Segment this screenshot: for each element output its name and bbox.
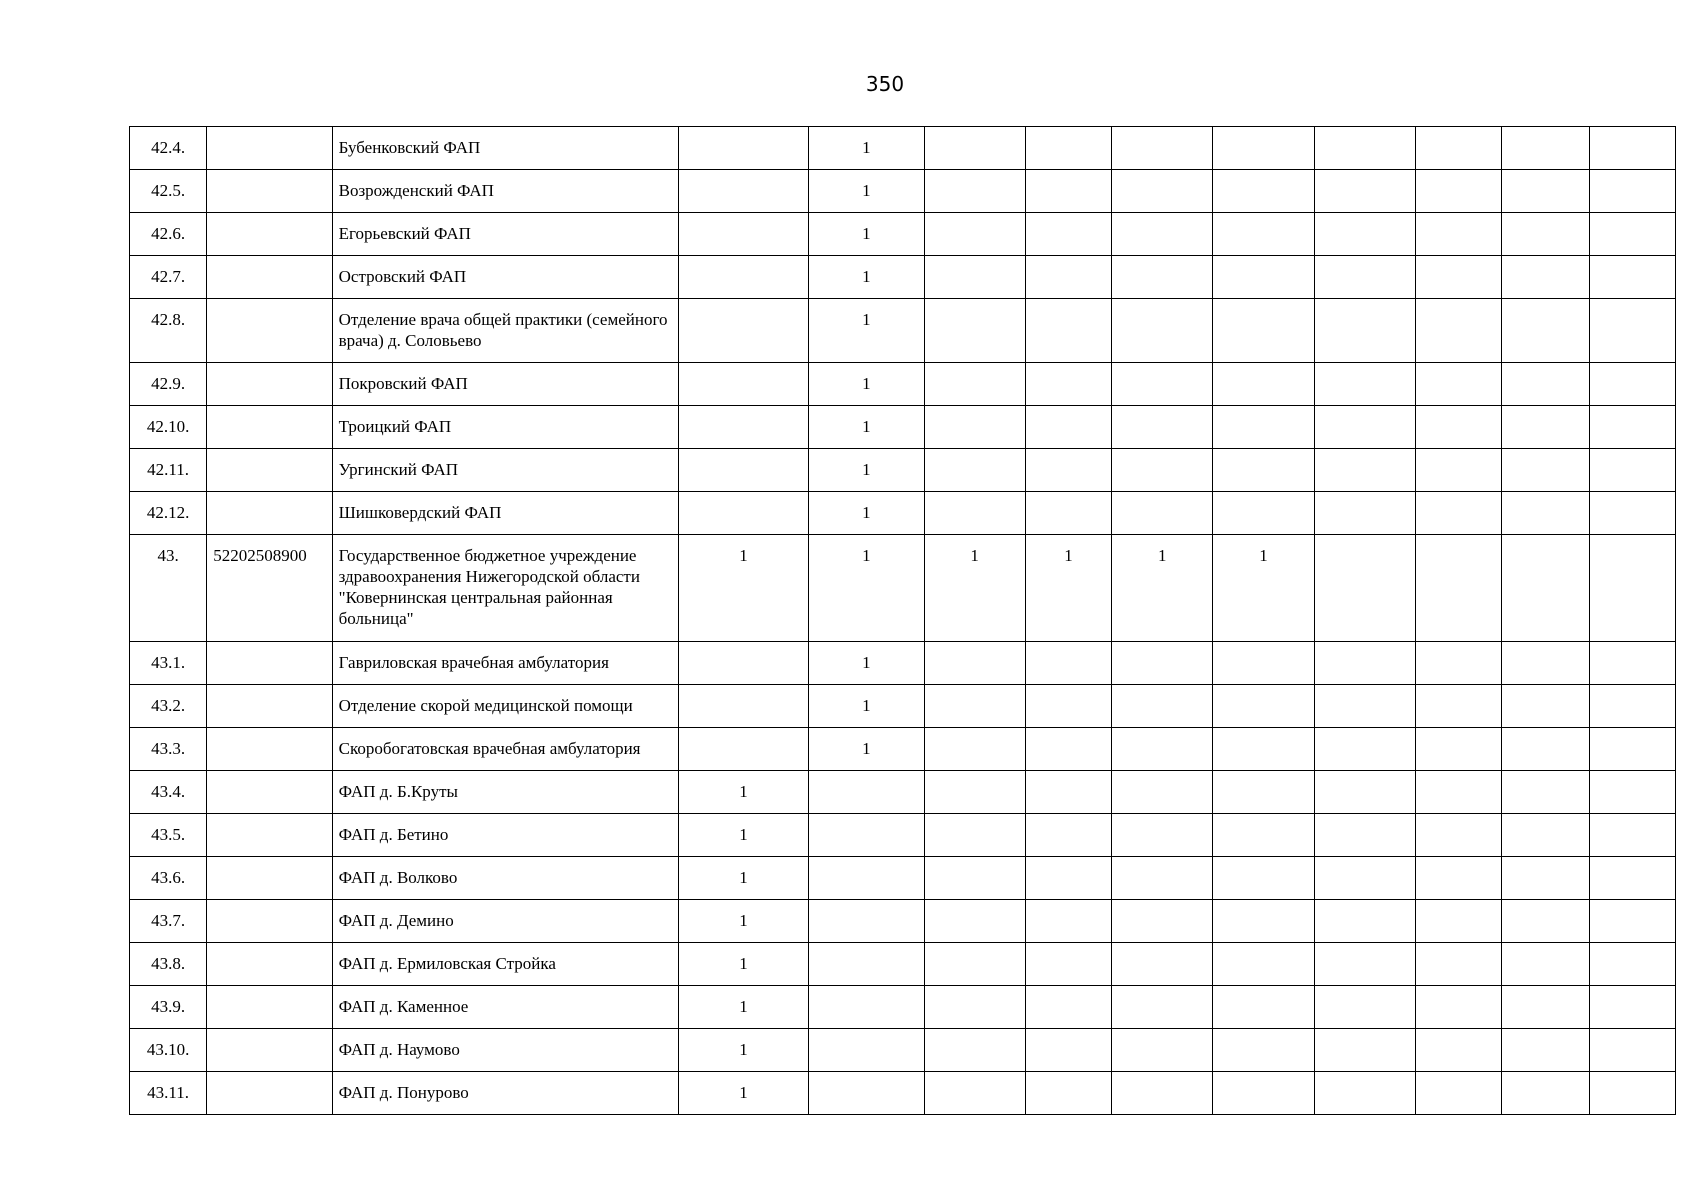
value-cell [1502, 771, 1589, 814]
value-cell [1502, 363, 1589, 406]
value-cell [1025, 406, 1111, 449]
value-cell [1213, 771, 1314, 814]
code-cell [207, 213, 332, 256]
value-cell [1025, 213, 1111, 256]
facility-name-cell: ФАП д. Понурово [332, 1072, 678, 1115]
value-cell [1416, 256, 1502, 299]
value-cell [1589, 406, 1675, 449]
value-cell [1314, 814, 1415, 857]
value-cell [1213, 1072, 1314, 1115]
value-cell [1416, 728, 1502, 771]
value-cell [1589, 170, 1675, 213]
value-cell [1112, 299, 1213, 363]
value-cell [1416, 986, 1502, 1029]
value-cell [1502, 900, 1589, 943]
value-cell [1502, 535, 1589, 642]
code-cell [207, 685, 332, 728]
facility-name-cell: Островский ФАП [332, 256, 678, 299]
code-cell [207, 449, 332, 492]
value-cell [1314, 406, 1415, 449]
table-row [130, 685, 1676, 728]
value-cell [1589, 1029, 1675, 1072]
value-cell [1314, 127, 1415, 170]
value-cell [1589, 213, 1675, 256]
value-cell [678, 299, 808, 363]
value-cell [1589, 857, 1675, 900]
value-cell [1502, 1029, 1589, 1072]
value-cell [809, 814, 924, 857]
value-cell [1314, 363, 1415, 406]
value-cell [924, 986, 1025, 1029]
value-cell [1025, 127, 1111, 170]
code-cell [207, 900, 332, 943]
value-cell [924, 857, 1025, 900]
value-cell [1025, 1029, 1111, 1072]
value-cell: 1 [809, 256, 924, 299]
value-cell: 1 [678, 535, 808, 642]
value-cell [1416, 535, 1502, 642]
table-row [130, 986, 1676, 1029]
value-cell [1314, 1072, 1415, 1115]
facilities-table [129, 126, 1676, 1115]
value-cell [1112, 986, 1213, 1029]
value-cell [1502, 170, 1589, 213]
value-cell [1025, 986, 1111, 1029]
value-cell [1213, 685, 1314, 728]
value-cell [1025, 857, 1111, 900]
value-cell [678, 492, 808, 535]
value-cell [1416, 492, 1502, 535]
row-number-cell: 43.8. [130, 943, 207, 986]
facility-name-cell: ФАП д. Ермиловская Стройка [332, 943, 678, 986]
value-cell [809, 857, 924, 900]
row-number-cell: 43.1. [130, 642, 207, 685]
row-number-cell: 43.5. [130, 814, 207, 857]
value-cell [1502, 127, 1589, 170]
value-cell [1416, 213, 1502, 256]
table-row [130, 814, 1676, 857]
value-cell [1589, 943, 1675, 986]
code-cell [207, 406, 332, 449]
table-row [130, 256, 1676, 299]
value-cell [924, 1072, 1025, 1115]
value-cell [1314, 535, 1415, 642]
value-cell: 1 [678, 986, 808, 1029]
value-cell [1213, 943, 1314, 986]
table-row [130, 1029, 1676, 1072]
row-number-cell: 43. [130, 535, 207, 642]
facility-name-cell: Отделение врача общей практики (семейного врача) д. Соловьево [332, 299, 678, 363]
value-cell [1314, 492, 1415, 535]
value-cell: 1 [809, 449, 924, 492]
row-number-cell: 43.10. [130, 1029, 207, 1072]
value-cell [1213, 857, 1314, 900]
value-cell [1416, 943, 1502, 986]
value-cell: 1 [678, 900, 808, 943]
facility-name-cell: Троицкий ФАП [332, 406, 678, 449]
row-number-cell: 43.4. [130, 771, 207, 814]
value-cell [1416, 1029, 1502, 1072]
value-cell: 1 [809, 728, 924, 771]
value-cell [1213, 127, 1314, 170]
value-cell [1112, 685, 1213, 728]
value-cell: 1 [678, 771, 808, 814]
code-cell [207, 986, 332, 1029]
value-cell [1502, 986, 1589, 1029]
value-cell [809, 900, 924, 943]
value-cell [1025, 642, 1111, 685]
value-cell [1589, 535, 1675, 642]
facility-name-cell: Покровский ФАП [332, 363, 678, 406]
value-cell [1589, 256, 1675, 299]
value-cell [1502, 1072, 1589, 1115]
code-cell [207, 943, 332, 986]
value-cell [1416, 1072, 1502, 1115]
value-cell [1213, 449, 1314, 492]
code-cell [207, 814, 332, 857]
value-cell [678, 170, 808, 213]
value-cell: 1 [809, 127, 924, 170]
value-cell [1025, 814, 1111, 857]
facility-name-cell: Отделение скорой медицинской помощи [332, 685, 678, 728]
value-cell: 1 [809, 492, 924, 535]
value-cell [1502, 943, 1589, 986]
code-cell [207, 256, 332, 299]
value-cell [678, 213, 808, 256]
value-cell [1314, 170, 1415, 213]
value-cell: 1 [678, 1029, 808, 1072]
value-cell [924, 299, 1025, 363]
value-cell [1502, 213, 1589, 256]
value-cell: 1 [809, 363, 924, 406]
value-cell [1213, 1029, 1314, 1072]
value-cell [1314, 857, 1415, 900]
facility-name-cell: ФАП д. Волково [332, 857, 678, 900]
facility-name-cell: Бубенковский ФАП [332, 127, 678, 170]
value-cell [1589, 642, 1675, 685]
value-cell [1213, 363, 1314, 406]
value-cell [1502, 728, 1589, 771]
table-row [130, 213, 1676, 256]
value-cell [1213, 642, 1314, 685]
value-cell [1314, 685, 1415, 728]
value-cell [809, 986, 924, 1029]
value-cell: 1 [1112, 535, 1213, 642]
table-row [130, 170, 1676, 213]
value-cell [1589, 728, 1675, 771]
table-row [130, 728, 1676, 771]
facility-name-cell: Егорьевский ФАП [332, 213, 678, 256]
value-cell [1416, 363, 1502, 406]
code-cell [207, 299, 332, 363]
value-cell [1112, 406, 1213, 449]
value-cell [1213, 986, 1314, 1029]
value-cell [1025, 728, 1111, 771]
code-cell [207, 170, 332, 213]
value-cell [1112, 728, 1213, 771]
table-row [130, 771, 1676, 814]
value-cell [924, 170, 1025, 213]
value-cell [1314, 213, 1415, 256]
value-cell: 1 [809, 299, 924, 363]
value-cell [1112, 170, 1213, 213]
value-cell [924, 900, 1025, 943]
code-cell [207, 642, 332, 685]
value-cell [1025, 900, 1111, 943]
code-cell [207, 771, 332, 814]
value-cell [1213, 814, 1314, 857]
facility-name-cell: Скоробогатовская врачебная амбулатория [332, 728, 678, 771]
value-cell [1416, 127, 1502, 170]
value-cell [809, 1072, 924, 1115]
value-cell [1416, 406, 1502, 449]
value-cell: 1 [678, 857, 808, 900]
value-cell [1025, 299, 1111, 363]
value-cell [924, 449, 1025, 492]
row-number-cell: 42.8. [130, 299, 207, 363]
value-cell [1112, 256, 1213, 299]
value-cell [1502, 814, 1589, 857]
row-number-cell: 43.11. [130, 1072, 207, 1115]
value-cell [1112, 213, 1213, 256]
code-cell [207, 363, 332, 406]
value-cell [1589, 814, 1675, 857]
value-cell [1416, 814, 1502, 857]
row-number-cell: 42.4. [130, 127, 207, 170]
value-cell: 1 [1025, 535, 1111, 642]
facility-name-cell: Возрожденский ФАП [332, 170, 678, 213]
facility-name-cell: Ургинский ФАП [332, 449, 678, 492]
value-cell [1025, 1072, 1111, 1115]
value-cell [1025, 685, 1111, 728]
value-cell: 1 [809, 642, 924, 685]
row-number-cell: 42.11. [130, 449, 207, 492]
row-number-cell: 42.9. [130, 363, 207, 406]
value-cell [1314, 299, 1415, 363]
value-cell [1213, 170, 1314, 213]
row-number-cell: 42.10. [130, 406, 207, 449]
value-cell [1025, 449, 1111, 492]
value-cell [1213, 213, 1314, 256]
value-cell [1314, 642, 1415, 685]
value-cell [924, 642, 1025, 685]
value-cell: 1 [809, 213, 924, 256]
value-cell: 1 [1213, 535, 1314, 642]
value-cell [924, 771, 1025, 814]
facility-name-cell: Шишковердский ФАП [332, 492, 678, 535]
code-cell [207, 857, 332, 900]
value-cell [1112, 943, 1213, 986]
row-number-cell: 42.5. [130, 170, 207, 213]
value-cell [924, 213, 1025, 256]
value-cell [1025, 943, 1111, 986]
value-cell [1112, 1029, 1213, 1072]
value-cell [1213, 492, 1314, 535]
value-cell [809, 771, 924, 814]
value-cell [1213, 900, 1314, 943]
value-cell [1112, 1072, 1213, 1115]
page-number: 350 [865, 72, 905, 96]
row-number-cell: 43.3. [130, 728, 207, 771]
value-cell [1314, 943, 1415, 986]
facility-name-cell: Государственное бюджетное учреждение здравоохранения Нижегородской области "Ковернинская центральная районная больница" [332, 535, 678, 642]
value-cell [924, 406, 1025, 449]
table-row [130, 492, 1676, 535]
value-cell [1025, 170, 1111, 213]
value-cell: 1 [809, 170, 924, 213]
value-cell [1025, 363, 1111, 406]
value-cell: 1 [678, 814, 808, 857]
value-cell [1112, 449, 1213, 492]
facility-name-cell: ФАП д. Наумово [332, 1029, 678, 1072]
code-cell [207, 127, 332, 170]
value-cell [1416, 299, 1502, 363]
facility-name-cell: ФАП д. Демино [332, 900, 678, 943]
value-cell [1502, 857, 1589, 900]
value-cell [924, 1029, 1025, 1072]
value-cell [924, 363, 1025, 406]
value-cell [1416, 771, 1502, 814]
facility-name-cell: ФАП д. Бетино [332, 814, 678, 857]
value-cell [1416, 642, 1502, 685]
value-cell [1213, 406, 1314, 449]
value-cell [1416, 170, 1502, 213]
value-cell [1589, 900, 1675, 943]
value-cell [1502, 449, 1589, 492]
value-cell: 1 [678, 1072, 808, 1115]
value-cell [1589, 771, 1675, 814]
value-cell [1314, 1029, 1415, 1072]
row-number-cell: 42.12. [130, 492, 207, 535]
code-cell: 52202508900 [207, 535, 332, 642]
value-cell [1416, 857, 1502, 900]
value-cell [924, 728, 1025, 771]
row-number-cell: 43.6. [130, 857, 207, 900]
row-number-cell: 43.7. [130, 900, 207, 943]
value-cell [1416, 449, 1502, 492]
value-cell [1112, 900, 1213, 943]
value-cell [1502, 642, 1589, 685]
code-cell [207, 728, 332, 771]
value-cell [1112, 814, 1213, 857]
value-cell: 1 [809, 685, 924, 728]
value-cell [1589, 363, 1675, 406]
value-cell [1589, 986, 1675, 1029]
facility-name-cell: ФАП д. Б.Круты [332, 771, 678, 814]
code-cell [207, 1029, 332, 1072]
value-cell [924, 127, 1025, 170]
value-cell [1416, 900, 1502, 943]
value-cell [1213, 299, 1314, 363]
value-cell [1025, 492, 1111, 535]
value-cell [1502, 256, 1589, 299]
value-cell: 1 [809, 406, 924, 449]
value-cell [1502, 406, 1589, 449]
table-row [130, 299, 1676, 363]
code-cell [207, 492, 332, 535]
row-number-cell: 42.6. [130, 213, 207, 256]
table-row [130, 1072, 1676, 1115]
value-cell [924, 943, 1025, 986]
value-cell [1112, 771, 1213, 814]
facility-name-cell: ФАП д. Каменное [332, 986, 678, 1029]
value-cell [1112, 857, 1213, 900]
table-row [130, 449, 1676, 492]
value-cell [678, 256, 808, 299]
value-cell [1314, 900, 1415, 943]
value-cell [1502, 685, 1589, 728]
value-cell [1502, 299, 1589, 363]
value-cell [1025, 256, 1111, 299]
value-cell [678, 449, 808, 492]
value-cell [924, 492, 1025, 535]
table-row [130, 127, 1676, 170]
value-cell [1589, 449, 1675, 492]
table-row [130, 363, 1676, 406]
value-cell [1314, 728, 1415, 771]
value-cell [924, 256, 1025, 299]
table-row [130, 406, 1676, 449]
value-cell [1502, 492, 1589, 535]
value-cell [1314, 256, 1415, 299]
value-cell [1213, 728, 1314, 771]
facility-name-cell: Гавриловская врачебная амбулатория [332, 642, 678, 685]
value-cell [809, 943, 924, 986]
value-cell [1314, 986, 1415, 1029]
value-cell [1314, 449, 1415, 492]
value-cell [1112, 127, 1213, 170]
value-cell [1112, 363, 1213, 406]
value-cell [1416, 685, 1502, 728]
value-cell [1025, 771, 1111, 814]
value-cell: 1 [924, 535, 1025, 642]
row-number-cell: 43.9. [130, 986, 207, 1029]
value-cell [678, 642, 808, 685]
table-row [130, 900, 1676, 943]
value-cell [678, 406, 808, 449]
value-cell [1589, 685, 1675, 728]
value-cell [924, 685, 1025, 728]
value-cell [1112, 642, 1213, 685]
value-cell: 1 [678, 943, 808, 986]
value-cell [1589, 1072, 1675, 1115]
value-cell [1589, 299, 1675, 363]
value-cell [809, 1029, 924, 1072]
value-cell: 1 [809, 535, 924, 642]
value-cell [924, 814, 1025, 857]
value-cell [1589, 492, 1675, 535]
table-row [130, 943, 1676, 986]
value-cell [1213, 256, 1314, 299]
table-row [130, 857, 1676, 900]
value-cell [1589, 127, 1675, 170]
code-cell [207, 1072, 332, 1115]
value-cell [678, 728, 808, 771]
value-cell [678, 685, 808, 728]
row-number-cell: 42.7. [130, 256, 207, 299]
value-cell [1112, 492, 1213, 535]
value-cell [678, 127, 808, 170]
value-cell [678, 363, 808, 406]
value-cell [1314, 771, 1415, 814]
table-row [130, 642, 1676, 685]
table-row [130, 535, 1676, 642]
row-number-cell: 43.2. [130, 685, 207, 728]
